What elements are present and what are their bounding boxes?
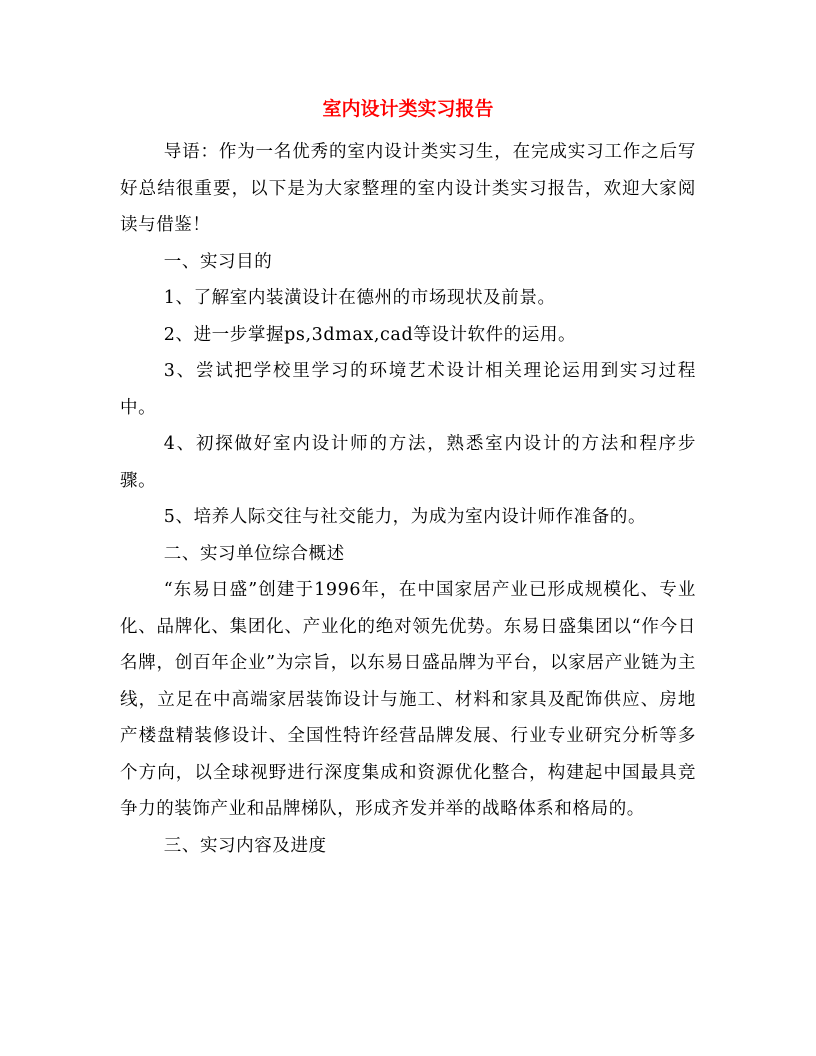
purpose-item-4: 4、初探做好室内设计师的方法，熟悉室内设计的方法和程序步骤。 (120, 434, 696, 491)
document-body (120, 134, 696, 864)
section-heading-company: 二、实习单位综合概述 (163, 543, 345, 564)
section-heading-purpose: 一、实习目的 (163, 251, 273, 272)
intro-paragraph: 导语：作为一名优秀的室内设计类实习生，在完成实习工作之后写好总结很重要，以下是为大家整理的室内设计类实习报告，欢迎大家阅读与借鉴！ (120, 142, 696, 235)
document-title: 室内设计类实习报告 (322, 98, 494, 120)
purpose-item-3: 3、尝试把学校里学习的环境艺术设计相关理论运用到实习过程中。 (120, 361, 696, 418)
company-overview-paragraph: “东易日盛”创建于1996年，在中国家居产业已形成规模化、专业化、品牌化、集团化、产业化的绝对领先优势。东易日盛集团以“作今日名牌，创百年企业”为宗旨，以东易日盛品牌为平台，以家居产业链为主线，立足在中高端家居装饰设计与施工、材料和家具及配饰供应、房地产楼盘精装修设计、全国性特许经营品牌发展、行业专业研究分析等多个方向，以全球视野进行深度集成和资源优化整合，构建起中国最具竞争力的装饰产业和品牌梯队，形成齐发并举的战略体系和格局的。 (120, 580, 696, 819)
purpose-item-2: 2、进一步掌握ps,3dmax,cad等设计软件的运用。 (163, 324, 577, 345)
purpose-item-5: 5、培养人际交往与社交能力，为成为室内设计师作准备的。 (163, 507, 647, 527)
section-heading-content: 三、实习内容及进度 (163, 835, 327, 856)
purpose-item-1: 1、了解室内装潢设计在德州的市场现状及前景。 (163, 288, 556, 308)
